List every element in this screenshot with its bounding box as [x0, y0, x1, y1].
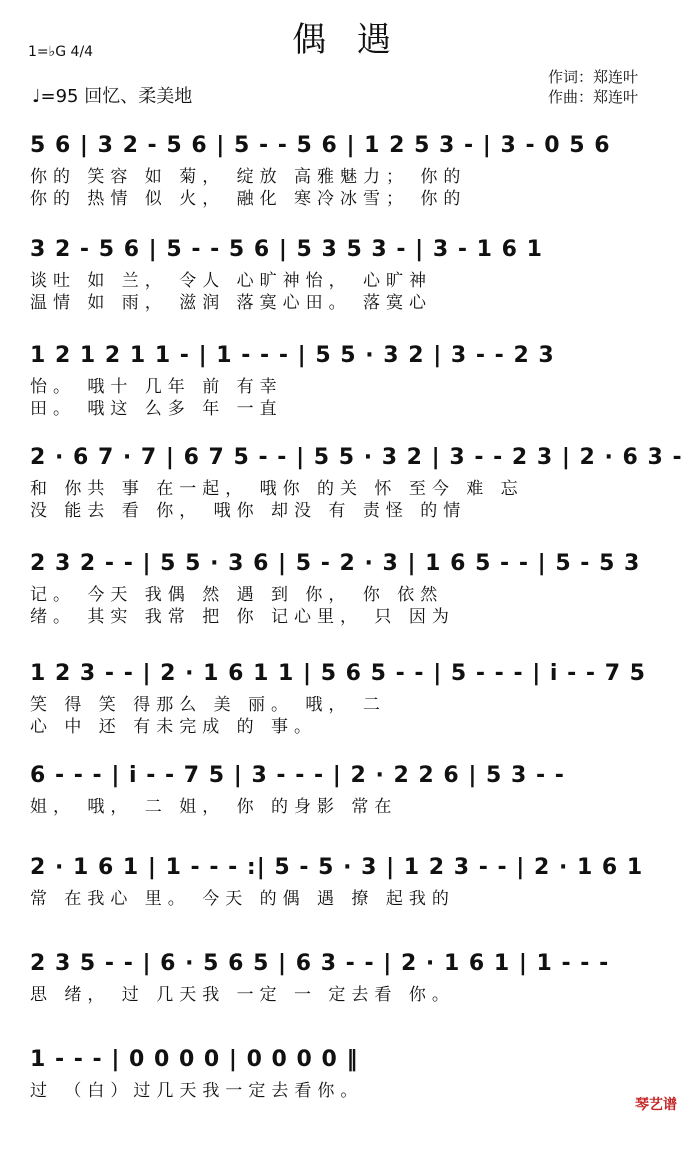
- lyric-line-2: 绪。 其实 我常 把 你 记心里， 只 因为: [30, 607, 455, 627]
- staff-row: [30, 434, 683, 554]
- lyric-line-1: 记。 今天 我偶 然 遇 到 你， 你 依然: [30, 585, 444, 605]
- lyric-line-1: 过 （白）过几天我一定去看你。: [30, 1081, 364, 1101]
- lyric-line-1: 和 你共 事 在一起， 哦你 的关 怀 至今 难 忘: [30, 479, 524, 499]
- notation-line: 2 · 1 6 1 | 1 - - - :| 5 - 5 · 3 | 1 2 3 - - | 2 · 1 6 1: [30, 855, 644, 880]
- lyric-line-1: 思 绪， 过 几天我 一定 一 定去看 你。: [30, 985, 455, 1005]
- tempo-marking: ♩=95 回忆、柔美地: [32, 86, 193, 107]
- lyric-line-2: 没 能去 看 你， 哦你 却没 有 责怪 的情: [30, 501, 467, 521]
- notation-line: 1 2 1 2 1 1 - | 1 - - - | 5 5 · 3 2 | 3 - - 2 3: [30, 343, 555, 368]
- notation-line: 5 6 | 3 2 - 5 6 | 5 - - 5 6 | 1 2 5 3 - | 3 - 0 5 6: [30, 133, 611, 158]
- lyric-line-1: 常 在我心 里。 今天 的偶 遇 撩 起我的: [30, 889, 455, 909]
- watermark-logo: 琴艺谱: [635, 1097, 677, 1113]
- song-title: 偶 遇: [292, 20, 401, 60]
- lyric-line-1: 谈吐 如 兰， 令人 心旷神怡， 心旷神: [30, 271, 433, 291]
- staff-row: [30, 122, 662, 242]
- lyric-line-1: 姐， 哦， 二 姐， 你 的身影 常在: [30, 797, 398, 817]
- lyric-line-2: 你的 热情 似 火， 融化 寒冷冰雪； 你的: [30, 189, 467, 209]
- lyric-line-1: 怡。 哦十 几年 前 有幸: [30, 377, 283, 397]
- notation-line: 2 3 2 - - | 5 5 · 3 6 | 5 - 2 · 3 | 1 6 5 - - | 5 - 5 3: [30, 551, 641, 576]
- composer-credit: 作曲：郑连叶: [548, 88, 639, 106]
- notation-line: 1 - - - | 0 0 0 0 | 0 0 0 0 ‖: [30, 1047, 359, 1072]
- notation-line: 1 2 3 - - | 2 · 1 6 1 1 | 5 6 5 - - | 5 - - - | i - - 7 5: [30, 661, 646, 686]
- lyric-line-1: 你的 笑容 如 菊， 绽放 高雅魅力； 你的: [30, 167, 467, 187]
- lyric-line-2: 温情 如 雨， 滋润 落寞心田。 落寞心: [30, 293, 433, 313]
- staff-row: [30, 226, 662, 346]
- lyricist-credit: 作词：郑连叶: [548, 68, 639, 86]
- staff-row: [30, 1036, 662, 1156]
- notation-line: 2 3 5 - - | 6 · 5 6 5 | 6 3 - - | 2 · 1 6 1 | 1 - - -: [30, 951, 610, 976]
- staff-row: [30, 540, 662, 660]
- key-signature: 1=♭G 4/4: [28, 44, 94, 60]
- lyric-line-1: 笑 得 笑 得那么 美 丽。 哦， 二: [30, 695, 386, 715]
- notation-line: 2 · 6 7 · 7 | 6 7 5 - - | 5 5 · 3 2 | 3 - - 2 3 | 2 · 6 3 -: [30, 445, 683, 470]
- notation-line: 6 - - - | i - - 7 5 | 3 - - - | 2 · 2 2 6 | 5 3 - -: [30, 763, 565, 788]
- notation-line: 3 2 - 5 6 | 5 - - 5 6 | 5 3 5 3 - | 3 - 1 6 1: [30, 237, 543, 262]
- lyric-line-2: 心 中 还 有未完成 的 事。: [30, 717, 318, 737]
- lyric-line-2: 田。 哦这 么多 年 一直: [30, 399, 283, 419]
